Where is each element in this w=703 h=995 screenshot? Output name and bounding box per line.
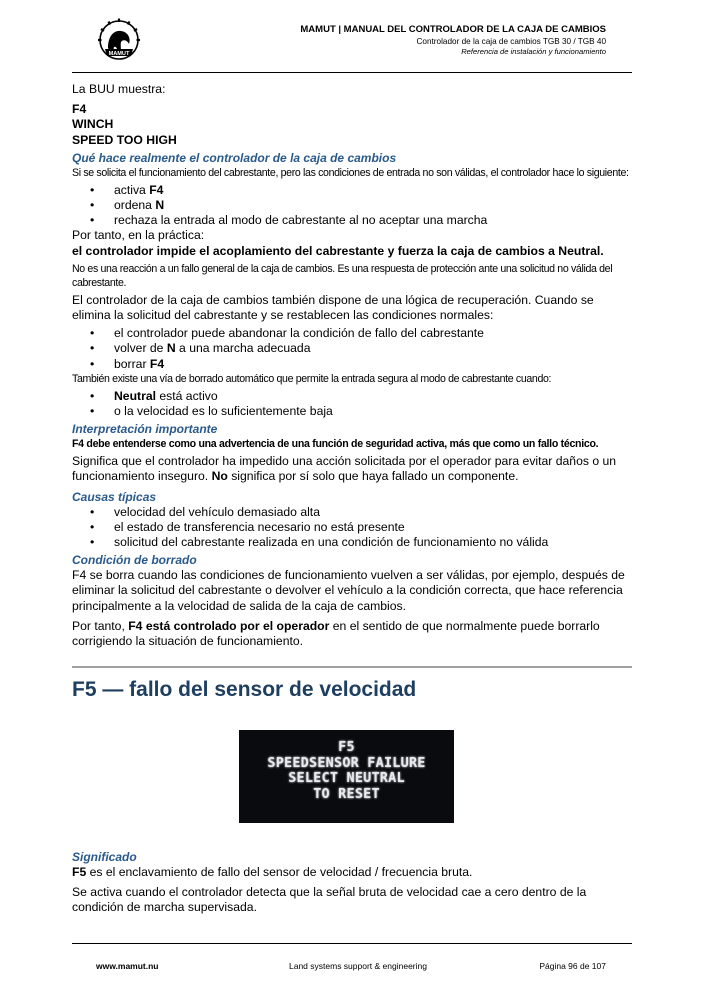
display-line-1: F5 bbox=[338, 739, 355, 755]
meaning-text-2: Se activa cuando el controlador detecta que la señal bruta de velocidad cae a cero dentro de la condición de marcha supervisada. bbox=[72, 885, 587, 915]
list-item: • Neutral está activo bbox=[88, 389, 632, 404]
buu-line-2: WINCH bbox=[72, 117, 114, 132]
practice-text: Por tanto, en la práctica: bbox=[72, 228, 205, 243]
buu-line-3: SPEED TOO HIGH bbox=[72, 132, 177, 147]
bullet-list bbox=[88, 389, 632, 419]
header-subtitle: Controlador de la caja de cambios TGB 30 / TGB 40 bbox=[416, 37, 606, 46]
buu-line-1: F4 bbox=[72, 102, 87, 117]
buu-display-photo bbox=[239, 730, 454, 823]
meaning-text: F5 es el enclavamiento de fallo del sensor de velocidad / frecuencia bruta. bbox=[72, 865, 473, 879]
section-heading-meaning: Significado bbox=[72, 850, 137, 864]
list-item: • ordena N bbox=[88, 198, 632, 213]
bullet-list bbox=[88, 505, 632, 551]
section-heading-typical-causes: Causas típicas bbox=[72, 489, 157, 504]
list-item: • borrar F4 bbox=[88, 357, 632, 372]
note-text: No es una reacción a un fallo general de la caja de cambios. Es una respuesta de protección ante una solicitud no válida del cabrestante. bbox=[72, 262, 613, 289]
practice-bold-text: el controlador impide el acoplamiento del cabrestante y fuerza la caja de cambios a Neutral. bbox=[72, 243, 604, 258]
bullet-list bbox=[88, 183, 632, 229]
display-line-3: SELECT NEUTRAL bbox=[288, 770, 405, 786]
section-heading-clear-condition: Condición de borrado bbox=[72, 553, 197, 568]
section-text: Si se solicita el funcionamiento del cabrestante, pero las condiciones de entrada no son válidas, el controlador hace lo siguiente: bbox=[72, 166, 629, 179]
bullet-list bbox=[88, 326, 632, 372]
f5-section-heading: F5 — fallo del sensor de velocidad bbox=[72, 678, 417, 701]
page-footer bbox=[72, 943, 632, 973]
clear-condition-text-2: Por tanto, F4 está controlado por el operador en el sentido de que normalmente puede borrarlo corrigiendo la situación de funcionamiento. bbox=[72, 618, 600, 649]
display-line-4: TO RESET bbox=[313, 785, 380, 802]
auto-clear-text: También existe una vía de borrado automático que permite la entrada segura al modo de cabrestante cuando: bbox=[72, 372, 552, 385]
page-header bbox=[72, 18, 632, 73]
list-item: • activa F4 bbox=[88, 183, 632, 198]
list-item: • o la velocidad es lo suficientemente baja bbox=[88, 404, 632, 419]
recovery-text: El controlador de la caja de cambios también dispone de una lógica de recuperación. Cuando se elimina la solicitud del cabrestante y se restablecen las condiciones normales: bbox=[72, 292, 594, 323]
section-divider bbox=[72, 666, 632, 668]
list-item: • volver de N a una marcha adecuada bbox=[88, 341, 632, 356]
intro-text: La BUU muestra: bbox=[72, 82, 166, 96]
list-item: • el estado de transferencia necesario no está presente bbox=[88, 520, 632, 535]
list-item: • rechaza la entrada al modo de cabrestante al no aceptar una marcha bbox=[88, 213, 632, 228]
header-subtitle-italic: Referencia de instalación y funcionamiento bbox=[461, 47, 606, 56]
footer-page-number: Página 96 de 107 bbox=[539, 961, 606, 971]
clear-condition-text: F4 se borra cuando las condiciones de funcionamiento vuelven a ser válidas, por ejemplo, después de eliminar la solicitud del cabrestante o devolver el vehículo a la condición correcta, que hace referencia principalmente a la velocidad de salida de la caja de cambios. bbox=[72, 568, 625, 613]
list-item: • velocidad del vehículo demasiado alta bbox=[88, 505, 632, 520]
f5-content bbox=[72, 847, 632, 916]
interpretation-text: Significa que el controlador ha impedido una acción solicitada por el operador para evitar daños o un funcionamiento inseguro. No significa por sí solo que haya fallado un componente. bbox=[72, 454, 617, 484]
display-line-2: SPEEDSENSOR FAILURE bbox=[267, 754, 426, 771]
section-heading-what-it-does: Qué hace realmente el controlador de la caja de cambios bbox=[72, 150, 397, 165]
page-content bbox=[72, 82, 632, 649]
mamut-logo-icon bbox=[96, 18, 142, 64]
footer-website-link[interactable]: www.mamut.nu bbox=[96, 961, 159, 971]
interpretation-bold-text: F4 debe entenderse como una advertencia de una función de seguridad activa, más que como un fallo técnico. bbox=[72, 438, 599, 451]
section-heading-interpretation: Interpretación importante bbox=[72, 422, 218, 437]
list-item: • el controlador puede abandonar la condición de fallo del cabrestante bbox=[88, 326, 632, 341]
svg-text:MAMUT: MAMUT bbox=[108, 51, 130, 57]
footer-center-text: Land systems support & engineering bbox=[289, 961, 427, 971]
list-item: • solicitud del cabrestante realizada en una condición de funcionamiento no válida bbox=[88, 535, 632, 550]
header-title: MAMUT | MANUAL DEL CONTROLADOR DE LA CAJA DE CAMBIOS bbox=[300, 24, 606, 35]
